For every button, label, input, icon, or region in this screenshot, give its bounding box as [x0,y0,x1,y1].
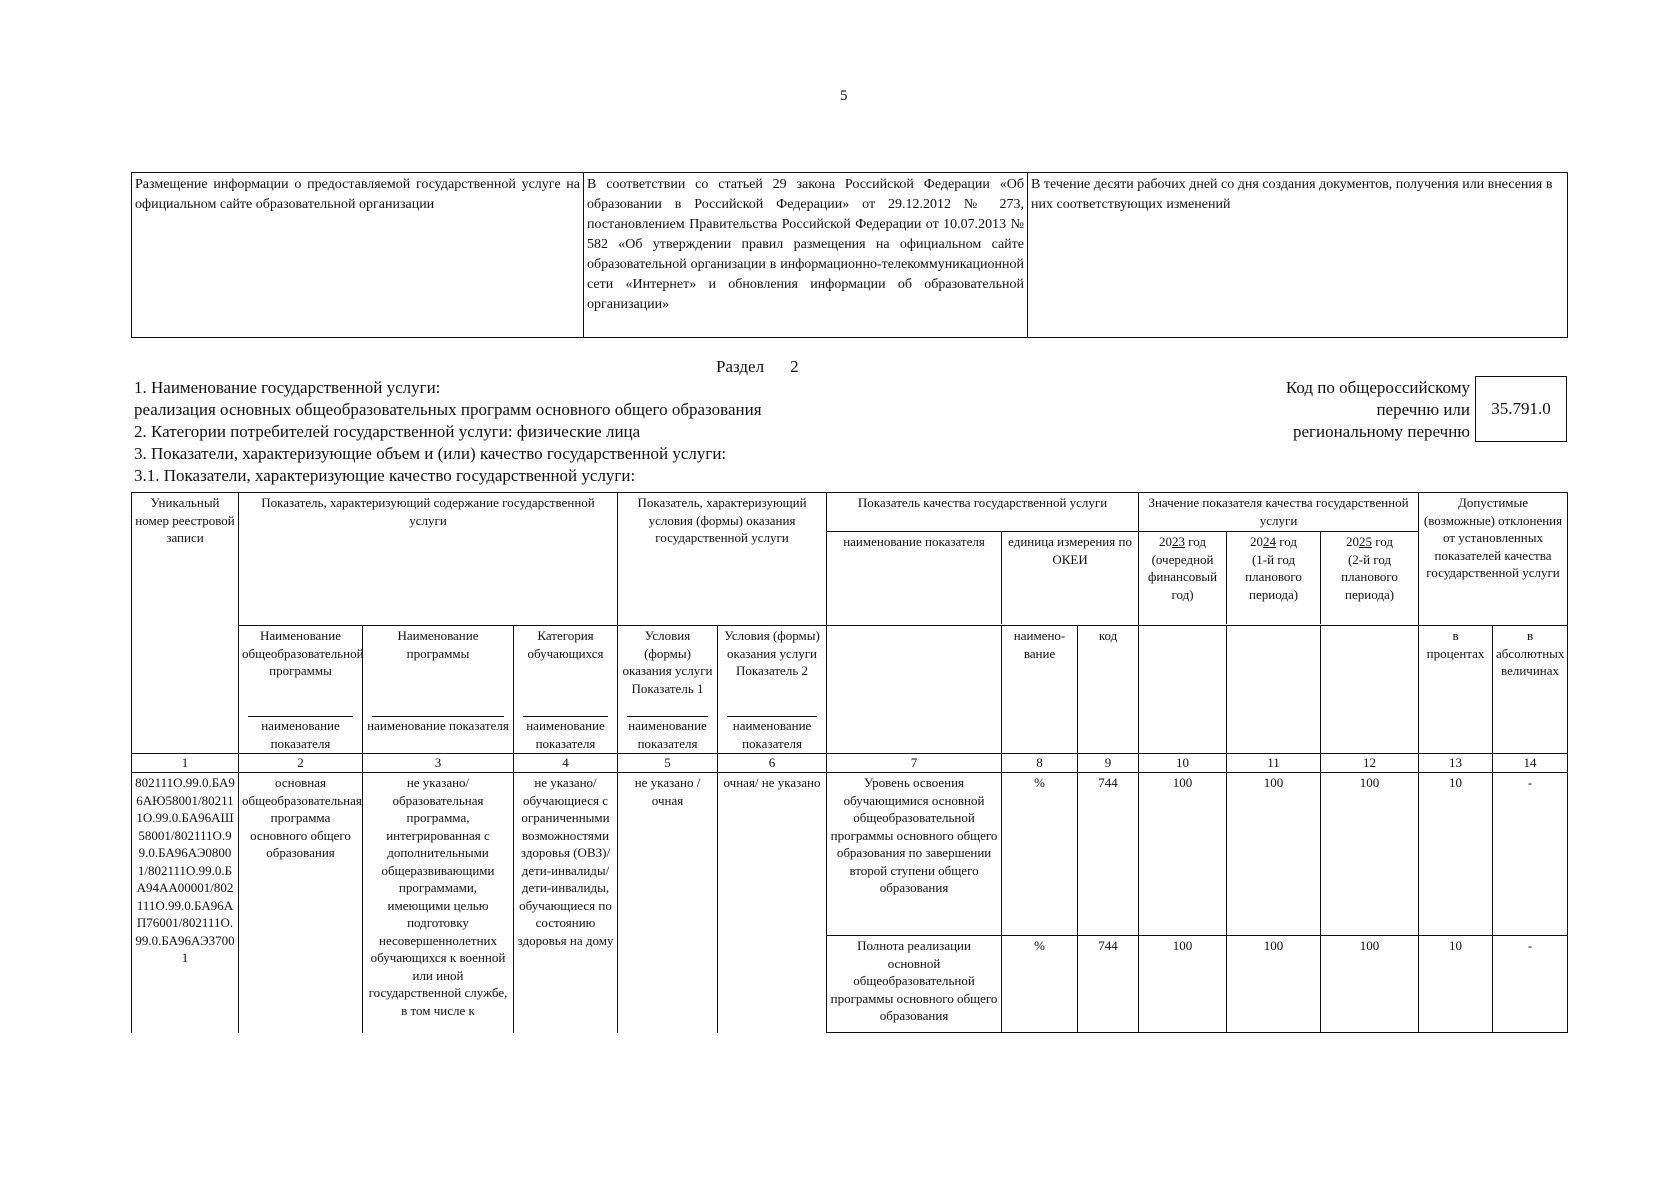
info-cell-frequency: В течение десяти рабочих дней со дня создания документов, получения или внесения в них соответствующих изменений [1028,173,1568,338]
col4-sub: наименование показателя [526,718,605,751]
col4-label: Категория обучающихся [514,626,618,717]
section-number: 2 [790,357,799,376]
column-numbers-row: 1 2 3 4 5 6 7 8 9 10 11 12 13 14 [132,754,1568,773]
section-label: Раздел [716,357,765,376]
header-indicator-name: наименование показателя [827,532,1002,624]
header-year-1: 2023 год (очередной финансовый год) [1139,532,1227,624]
program-name: не указано/ образовательная программа, интегрированная с дополнительными общеразвивающими программами, имеющими целью подготовку несовершеннолетних обучающихся к военной или иной государственной службе, в том числе к [363,773,514,1033]
col3-sub: наименование показателя [367,718,509,733]
indicator-2-value-2023: 100 [1139,936,1227,1033]
student-category: не указано/ обучающиеся с ограниченными возможностями здоровья (ОВЗ)/дети-инвалиды/дети-инвалиды, обучающиеся по состоянию здоровья на дому [514,773,618,1033]
info-row [132,173,1568,338]
code-label: Код по общероссийскому перечню или региональному перечню [1285,378,1470,441]
header-unit: единица измерения по ОКЕИ [1008,534,1132,567]
indicator-2-value-2025: 100 [1321,936,1419,1033]
col2-label: Наименование общеобразовательной программы [239,626,363,717]
header-year-2: 2024 год (1-й год планового периода) [1227,532,1321,624]
quality-indicators-heading: 3.1. Показатели, характеризующие качество государственной услуги: [134,466,636,485]
col9-label: код [1078,626,1139,754]
header-values: Значение показателя качества государственной услуги [1139,493,1418,532]
indicator-1-code: 744 [1078,773,1139,936]
indicator-1-deviation-abs: - [1493,773,1568,936]
header-unique-number: Уникальный номер реестровой записи [132,493,239,754]
info-table [131,172,1568,338]
indicator-1-value-2025: 100 [1321,773,1419,936]
info-cell-what: Размещение информации о предоставляемой государственной услуге на официальном сайте образовательной организации [132,173,584,338]
indicator-2-code: 744 [1078,936,1139,1033]
col5-sub: наименование показателя [628,718,707,751]
col6-label: Условия (формы) оказания услуги Показатель 2 [718,626,827,717]
col13-label: в процентах [1419,626,1493,754]
col8-label: наимено-вание [1002,626,1078,754]
condition-1: не указано /очная [618,773,718,1033]
col5-label: Условия (формы) оказания услуги Показатель 1 [618,626,718,717]
indicator-1-deviation-pct: 10 [1419,773,1493,936]
header-quality: Показатель качества государственной услуги [827,493,1138,532]
consumer-category: 2. Категории потребителей государственной услуги: физические лица [134,422,641,441]
table-row [132,773,1568,936]
indicator-2-value-2024: 100 [1227,936,1321,1033]
quality-indicators-table [131,492,1568,1033]
col14-label: в абсолютных величинах [1493,626,1568,754]
indicator-2-unit: % [1002,936,1078,1033]
indicator-1-value-2024: 100 [1227,773,1321,936]
program-type: основная общеобразовательная программа основного общего образования [239,773,363,1033]
info-cell-basis: В соответствии со статьей 29 закона Российской Федерации «Об образовании в Российской Федерации» от 29.12.2012 № 273, постановлением Правительства Российской Федерации от 10.07.2013 № 582 «Об утверждении правил размещения на официальном сайте образовательной организации в информационно-телекоммуникационной сети «Интернет» и обновления информации об образовательной организации» [584,173,1028,338]
col3-label: Наименование программы [363,626,514,717]
indicators-heading: 3. Показатели, характеризующие объем и (или) качество государственной услуги: [134,444,727,463]
indicator-1-unit: % [1002,773,1078,936]
page-number: 5 [840,88,848,104]
col6-sub: наименование показателя [732,718,812,751]
indicator-1-name: Уровень освоения обучающимися основной общеобразовательной программы основного общего образования по завершении второй ступени общего образования [827,773,1002,936]
header-deviation: Допустимые (возможные) отклонения от установленных показателей качества государственной услуги [1419,493,1568,626]
indicator-2-deviation-abs: - [1493,936,1568,1033]
service-description [134,377,1034,487]
registry-id: 802111О.99.0.БА96АЮ58001/802111О.99.0.БА96АШ58001/802111О.99.0.БА96АЭ08001/802111О.99.0.БА94АА00001/802111О.99.0.БА96АП76001/802111О.99.0.БА96АЭ37001 [132,773,239,1033]
col2-sub: наименование показателя [261,718,340,751]
header-conditions: Показатель, характеризующий условия (формы) оказания государственной услуги [618,493,827,626]
registry-code-box: 35.791.0 [1475,376,1567,442]
section-heading [716,357,799,377]
condition-2: очная/ не указано [718,773,827,1033]
indicator-2-name: Полнота реализации основной общеобразовательной программы основного общего образования [827,936,1002,1033]
header-year-3: 2025 год (2-й год планового периода) [1341,534,1398,602]
header-row-2 [132,626,1568,717]
service-name-label: 1. Наименование государственной услуги: [134,378,441,397]
header-row-1 [132,493,1568,626]
service-name-value: реализация основных общеобразовательных программ основного общего образования [134,400,762,419]
indicator-2-deviation-pct: 10 [1419,936,1493,1033]
indicator-1-value-2023: 100 [1139,773,1227,936]
header-content: Показатель, характеризующий содержание государственной услуги [239,493,618,626]
